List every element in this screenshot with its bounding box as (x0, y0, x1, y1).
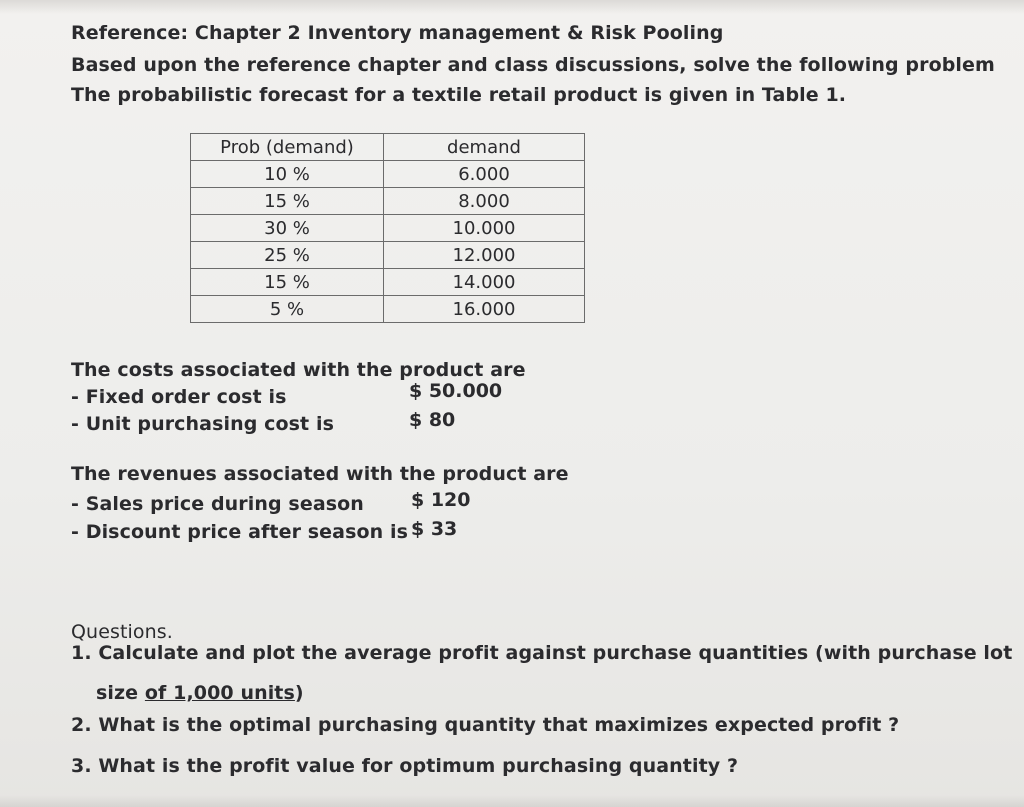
question-3: 3. What is the profit value for optimum purchasing quantity ? (71, 755, 739, 777)
question-1-underlined: of 1,000 units (144, 682, 295, 704)
table-row (191, 161, 585, 188)
discount-price-label: - Discount price after season is (71, 521, 408, 543)
table-cell-prob: 15 % (191, 269, 384, 296)
intro-line-1: Based upon the reference chapter and class discussions, solve the following problem (71, 54, 995, 76)
table-cell-prob: 25 % (191, 242, 384, 269)
fixed-cost-value: $ 50.000 (409, 380, 503, 402)
table-row (191, 269, 585, 296)
table-cell-prob: 10 % (191, 161, 384, 188)
table-row (191, 242, 585, 269)
sales-price-value: $ 120 (411, 489, 471, 511)
question-2: 2. What is the optimal purchasing quantity that maximizes expected profit ? (71, 714, 900, 736)
table-cell-demand: 14.000 (384, 269, 585, 296)
discount-price-value: $ 33 (411, 518, 458, 540)
questions-title: Questions. (71, 621, 173, 643)
table-cell-prob: 30 % (191, 215, 384, 242)
table-row (191, 215, 585, 242)
question-1-line-1: 1. Calculate and plot the average profit against purchase quantities (with purchase lot (71, 642, 1013, 664)
table-cell-demand: 12.000 (384, 242, 585, 269)
table-row (191, 296, 585, 323)
revenues-title: The revenues associated with the product are (71, 463, 569, 485)
table-cell-demand: 6.000 (384, 161, 585, 188)
table-header-prob: Prob (demand) (191, 134, 384, 161)
costs-title: The costs associated with the product are (71, 359, 526, 381)
intro-line-2: The probabilistic forecast for a textile retail product is given in Table 1. (71, 84, 847, 106)
page-shadow-bottom (0, 795, 1024, 807)
question-1-line-2 (96, 682, 304, 704)
table-cell-demand: 8.000 (384, 188, 585, 215)
question-1-prefix: size (96, 682, 145, 704)
sales-price-label: - Sales price during season (71, 493, 364, 515)
reference-line: Reference: Chapter 2 Inventory management & Risk Pooling (71, 22, 724, 44)
forecast-table (190, 133, 585, 323)
page-shadow-top (0, 0, 1024, 14)
table-cell-demand: 16.000 (384, 296, 585, 323)
unit-cost-label: - Unit purchasing cost is (71, 413, 334, 435)
table-row (191, 188, 585, 215)
table-cell-prob: 5 % (191, 296, 384, 323)
unit-cost-value: $ 80 (409, 409, 456, 431)
table-header-row (191, 134, 585, 161)
table-header-demand: demand (384, 134, 585, 161)
question-1-suffix: ) (294, 682, 304, 704)
table-cell-prob: 15 % (191, 188, 384, 215)
fixed-cost-label: - Fixed order cost is (71, 386, 287, 408)
table-cell-demand: 10.000 (384, 215, 585, 242)
